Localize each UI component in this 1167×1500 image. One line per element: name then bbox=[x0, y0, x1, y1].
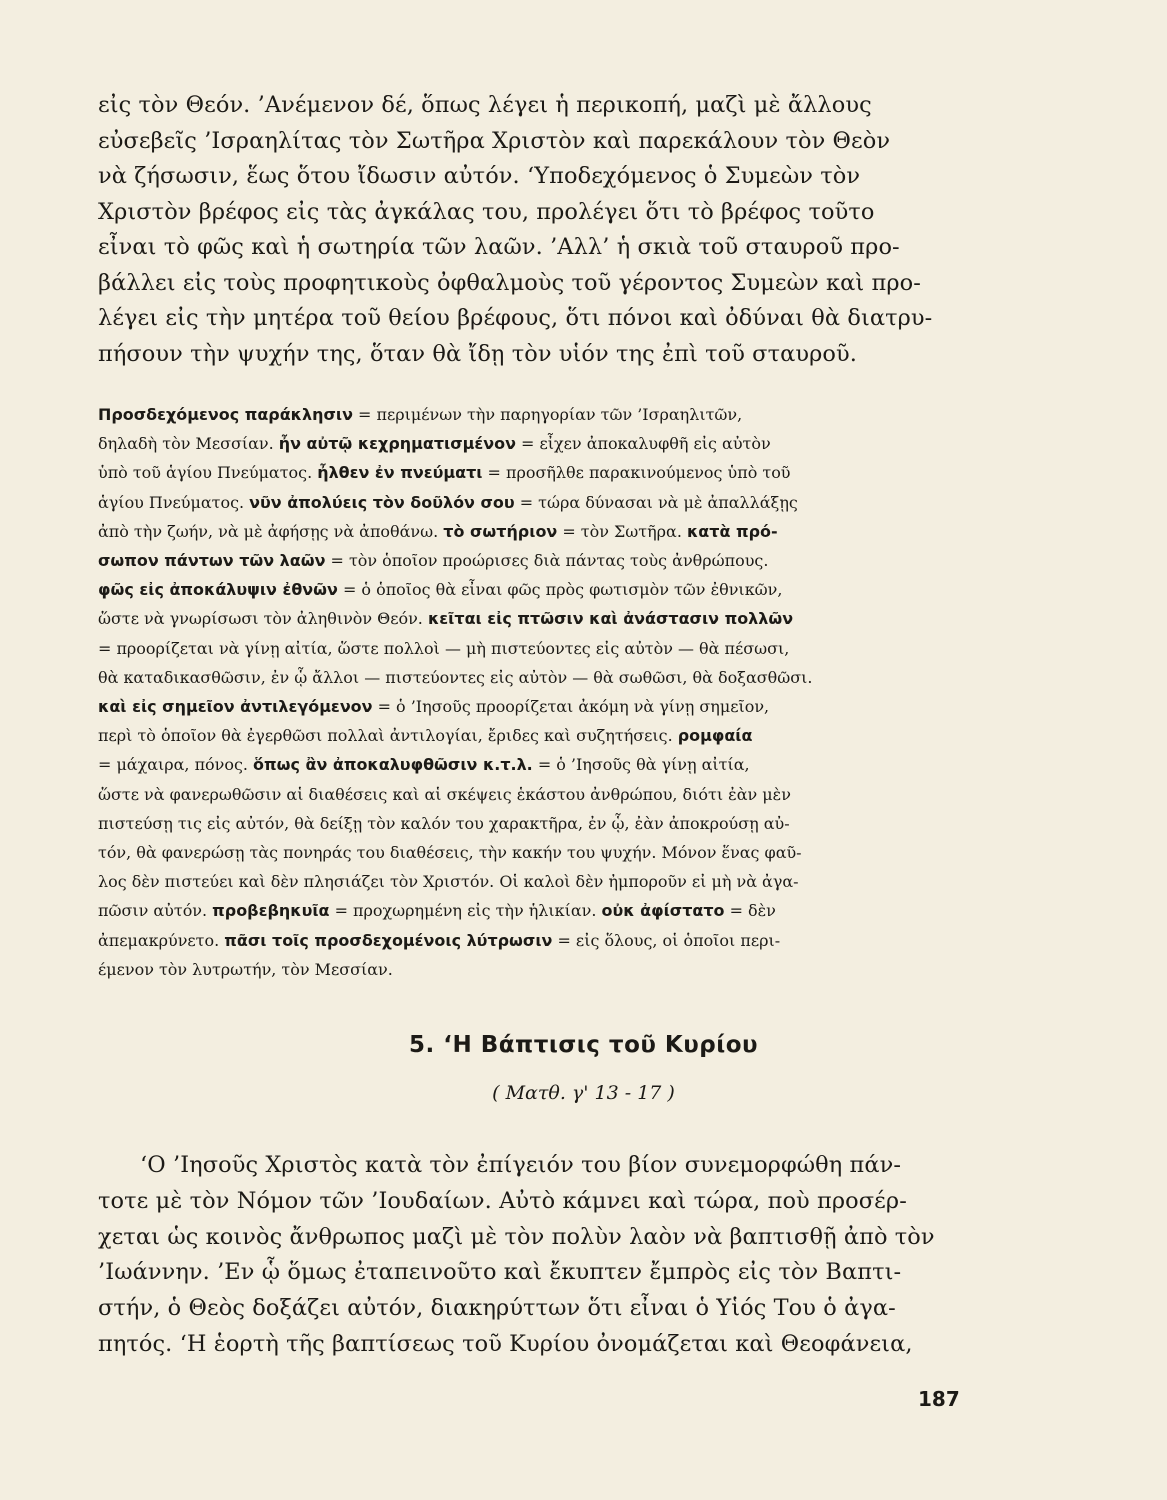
gloss-line bbox=[98, 750, 958, 779]
gloss-line bbox=[98, 955, 958, 984]
section-reference: ( Ματθ. γ' 13 - 17 ) bbox=[492, 1082, 675, 1104]
gloss-line bbox=[98, 634, 958, 663]
gloss-term: κατὰ πρό- bbox=[686, 521, 778, 541]
gloss-definition: πῶσιν αὐτόν. bbox=[98, 901, 213, 921]
text-line: χεται ὡς κοινὸς ἄνθρωπος μαζὶ μὲ τὸν πολὺν λαὸν νὰ βαπτισθῇ ἀπὸ τὸν bbox=[98, 1223, 935, 1250]
gloss-line bbox=[98, 546, 958, 575]
gloss-term: κεῖται εἰς πτῶσιν καὶ ἀνάστασιν πολλῶν bbox=[427, 609, 794, 629]
gloss-line bbox=[98, 458, 958, 487]
gloss-term: Προσδεχόμενος παράκλησιν bbox=[98, 405, 353, 424]
glossary-notes bbox=[98, 400, 958, 984]
gloss-definition: τόν, θὰ φανερώσῃ τὰς πονηράς του διαθέσεις, τὴν κακήν του ψυχήν. Μόνον ἕνας φαῦ- bbox=[98, 843, 802, 863]
gloss-definition: = ὁ ’Ιησοῦς προορίζεται ἀκόμη νὰ γίνῃ σημεῖον, bbox=[372, 697, 770, 717]
gloss-line bbox=[98, 517, 958, 546]
gloss-term: ἦλθεν ἐν πνεύματι bbox=[317, 463, 483, 483]
gloss-line bbox=[98, 604, 958, 633]
gloss-definition: λος δὲν πιστεύει καὶ δὲν πλησιάζει τὸν Χριστόν. Οἱ καλοὶ δὲν ἠμποροῦν εἰ μὴ νὰ ἀγα- bbox=[98, 872, 799, 892]
gloss-line bbox=[98, 488, 958, 517]
gloss-definition: = μάχαιρα, πόνος. bbox=[98, 755, 254, 775]
gloss-line bbox=[98, 429, 958, 458]
gloss-definition: = τὸν Σωτῆρα. bbox=[557, 521, 687, 541]
text-line: εἶναι τὸ φῶς καὶ ἡ σωτηρία τῶν λαῶν. ’Αλλ’ ἡ σκιὰ τοῦ σταυροῦ προ- bbox=[98, 234, 900, 260]
section-title: 5. ‘Η Βάπτισις τοῦ Κυρίου bbox=[408, 1032, 759, 1058]
gloss-definition: = τώρα δύνασαι νὰ μὲ ἀπαλλάξῃς bbox=[514, 492, 798, 512]
gloss-definition: ἁγίου Πνεύματος. bbox=[98, 492, 250, 512]
text-line: τοτε μὲ τὸν Νόμον τῶν ’Ιουδαίων. Αὐτὸ κάμνει καὶ τώρα, ποὺ προσέρ- bbox=[98, 1187, 907, 1214]
gloss-line bbox=[98, 692, 958, 721]
gloss-term: ἦν αὐτῷ κεχρηματισμένον bbox=[278, 434, 516, 454]
gloss-line bbox=[98, 838, 958, 867]
gloss-definition: δηλαδὴ τὸν Μεσσίαν. bbox=[98, 434, 279, 454]
text-line: ’Ιωάννην. ’Εν ᾧ ὅμως ἐταπεινοῦτο καὶ ἔκυπτεν ἔμπρὸς εἰς τὸν Βαπτι- bbox=[98, 1259, 902, 1286]
gloss-definition: ὥστε νὰ γνωρίσωσι τὸν ἀληθινὸν Θεόν. bbox=[98, 609, 428, 629]
section-body-paragraph bbox=[98, 1148, 958, 1363]
gloss-definition: = εἰς ὅλους, οἱ ὁποῖοι περι- bbox=[552, 930, 781, 950]
gloss-definition: = δὲν bbox=[724, 901, 776, 921]
gloss-definition: πιστεύσῃ τις εἰς αὐτόν, θὰ δείξῃ τὸν καλόν του χαρακτῆρα, ἐν ᾧ, ἐὰν ἀποκρούσῃ αὐ- bbox=[98, 813, 790, 833]
gloss-definition: = προχωρημένη εἰς τὴν ἡλικίαν. bbox=[329, 901, 602, 921]
gloss-line bbox=[98, 809, 958, 838]
gloss-line bbox=[98, 663, 958, 692]
text-line: πήσουν τὴν ψυχήν της, ὅταν θὰ ἴδῃ τὸν υἱόν της ἐπὶ τοῦ σταυροῦ. bbox=[98, 340, 857, 367]
text-line: Χριστὸν βρέφος εἰς τὰς ἀγκάλας του, προλέγει ὅτι τὸ βρέφος τοῦτο bbox=[98, 198, 875, 225]
gloss-definition: ὑπὸ τοῦ ἁγίου Πνεύματος. bbox=[98, 463, 318, 483]
gloss-definition: ὥστε νὰ φανερωθῶσιν αἱ διαθέσεις καὶ αἱ σκέψεις ἑκάστου ἀνθρώπου, διότι ἐὰν μὲν bbox=[98, 784, 791, 804]
gloss-line bbox=[98, 896, 958, 925]
gloss-line bbox=[98, 400, 958, 429]
text-line: στήν, ὁ Θεὸς δοξάζει αὐτόν, διακηρύττων ὅτι εἶναι ὁ Υἱός Του ὁ ἀγα- bbox=[98, 1295, 896, 1322]
gloss-definition: ἀπὸ τὴν ζωήν, νὰ μὲ ἀφήσῃς νὰ ἀποθάνω. bbox=[98, 521, 444, 541]
gloss-term: καὶ εἰς σημεῖον ἀντιλεγόμενον bbox=[98, 697, 373, 717]
gloss-term: προβεβηκυῖα bbox=[212, 901, 330, 921]
gloss-term: σωπον πάντων τῶν λαῶν bbox=[98, 551, 326, 571]
gloss-term: οὐκ ἀφίστατο bbox=[601, 901, 725, 921]
gloss-definition: ἀπεμακρύνετο. bbox=[98, 930, 225, 950]
gloss-line bbox=[98, 721, 958, 750]
gloss-term: νῦν ἀπολύεις τὸν δοῦλόν σου bbox=[249, 492, 515, 512]
gloss-term: ὅπως ἂν ἀποκαλυφθῶσιν κ.τ.λ. bbox=[253, 755, 533, 775]
text-line: νὰ ζήσωσιν, ἕως ὅτου ἴδωσιν αὐτόν. ‘Υποδεχόμενος ὁ Συμεὼν τὸν bbox=[98, 163, 861, 189]
gloss-term: φῶς εἰς ἀποκάλυψιν ἐθνῶν bbox=[98, 580, 338, 600]
gloss-line bbox=[98, 926, 958, 955]
gloss-definition: = ὁ ’Ιησοῦς θὰ γίνῃ αἰτία, bbox=[532, 755, 750, 775]
gloss-definition: = περιμένων τὴν παρηγορίαν τῶν ’Ισραηλιτῶν, bbox=[352, 405, 743, 424]
gloss-line bbox=[98, 575, 958, 604]
gloss-line bbox=[98, 867, 958, 896]
text-line: λέγει εἰς τὴν μητέρα τοῦ θείου βρέφους, ὅτι πόνοι καὶ ὀδύναι θὰ διατρυ- bbox=[98, 305, 933, 331]
gloss-definition: = προσῆλθε παρακινούμενος ὑπὸ τοῦ bbox=[482, 463, 791, 483]
gloss-definition: = ὁ ὁποῖος θὰ εἶναι φῶς πρὸς φωτισμὸν τῶν ἐθνικῶν, bbox=[337, 580, 783, 600]
gloss-term: τὸ σωτήριον bbox=[443, 521, 558, 541]
text-line: πητός. ‘Η ἑορτὴ τῆς βαπτίσεως τοῦ Κυρίου ὀνομάζεται καὶ Θεοφάνεια, bbox=[98, 1330, 913, 1357]
gloss-definition: = τὸν ὁποῖον προώρισες διὰ πάντας τοὺς ἀνθρώπους. bbox=[325, 551, 769, 571]
intro-paragraph bbox=[98, 88, 958, 372]
gloss-definition: = εἶχεν ἀποκαλυφθῆ εἰς αὐτὸν bbox=[515, 434, 771, 454]
text-line: βάλλει εἰς τοὺς προφητικοὺς ὀφθαλμοὺς τοῦ γέροντος Συμεὼν καὶ προ- bbox=[98, 269, 921, 296]
text-line: εὐσεβεῖς ’Ισραηλίτας τὸν Σωτῆρα Χριστὸν καὶ παρεκάλουν τὸν Θεὸν bbox=[98, 127, 891, 154]
gloss-definition: θὰ καταδικασθῶσιν, ἐν ᾧ ἄλλοι — πιστεύοντες εἰς αὐτὸν — θὰ σωθῶσι, θὰ δοξασθῶσι. bbox=[98, 667, 813, 687]
gloss-line bbox=[98, 780, 958, 809]
page-number: 187 bbox=[918, 1387, 960, 1411]
gloss-definition: = προορίζεται νὰ γίνῃ αἰτία, ὥστε πολλοὶ — μὴ πιστεύοντες εἰς αὐτὸν — θὰ πέσωσι, bbox=[98, 638, 790, 658]
gloss-term: ρομφαία bbox=[677, 726, 753, 746]
text-line: εἰς τὸν Θεόν. ’Ανέμενον δέ, ὅπως λέγει ἡ περικοπή, μαζὶ μὲ ἄλλους bbox=[98, 92, 872, 118]
gloss-definition: περὶ τὸ ὁποῖον θὰ ἐγερθῶσι πολλαὶ ἀντιλογίαι, ἔριδες καὶ συζητήσεις. bbox=[98, 726, 678, 746]
gloss-term: πᾶσι τοῖς προσδεχομένοις λύτρωσιν bbox=[224, 930, 553, 950]
text-line: ‘Ο ’Ιησοῦς Χριστὸς κατὰ τὸν ἐπίγειόν του βίον συνεμορφώθη πάν- bbox=[140, 1152, 902, 1178]
gloss-definition: έμενον τὸν λυτρωτήν, τὸν Μεσσίαν. bbox=[98, 959, 393, 979]
